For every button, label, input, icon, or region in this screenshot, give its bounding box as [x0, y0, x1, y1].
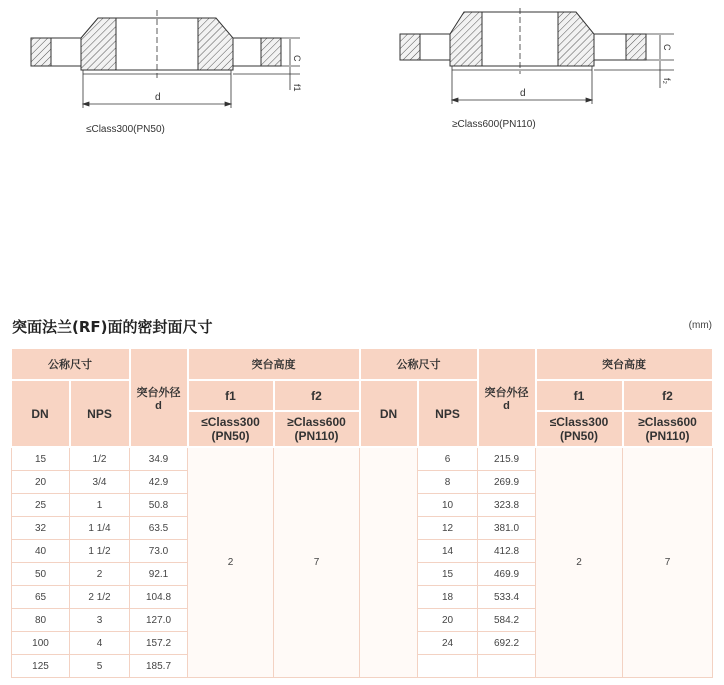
header-f1-class-label: ≤Class300	[549, 415, 609, 429]
diagram-caption-class300: ≤Class300(PN50)	[86, 124, 165, 135]
flange-section	[31, 10, 281, 78]
header-f1: f1	[188, 380, 274, 411]
header-f2-class	[623, 411, 713, 447]
header-dn: DN	[360, 380, 418, 447]
header-f2-class	[274, 411, 360, 447]
cell-nps: 8	[418, 471, 478, 494]
header-f1-class	[536, 411, 623, 447]
cell-dn: 40	[12, 540, 70, 563]
cell-d: 34.9	[130, 447, 188, 471]
cell-d: 185.7	[130, 655, 188, 678]
header-f1-class-label: ≤Class300	[201, 415, 260, 429]
unit-label: (mm)	[688, 320, 712, 331]
header-nps: NPS	[418, 380, 478, 447]
cell-d: 42.9	[130, 471, 188, 494]
header-raised-od-label: 突台外径	[484, 386, 529, 399]
cell-nps: 15	[418, 563, 478, 586]
header-f1: f1	[536, 380, 623, 411]
header-f2: f2	[274, 380, 360, 411]
cell-nps: 18	[418, 586, 478, 609]
cell-nps: 3/4	[70, 471, 130, 494]
header-raised-height: 突台高度	[188, 349, 360, 380]
cell-d	[478, 655, 536, 678]
header-f2-class-label: ≥Class600	[287, 415, 346, 429]
cell-nps: 6	[418, 447, 478, 471]
cell-nps: 10	[418, 494, 478, 517]
header-f2-pn-label: (PN110)	[294, 429, 339, 443]
cell-d: 127.0	[130, 609, 188, 632]
header-f2-class-label: ≥Class600	[638, 415, 697, 429]
cell-d: 157.2	[130, 632, 188, 655]
cell-d: 323.8	[478, 494, 536, 517]
dim-label-c: C	[292, 55, 302, 62]
cell-dn: 20	[12, 471, 70, 494]
cell-dn: 32	[12, 517, 70, 540]
dim-label-d: d	[520, 88, 526, 99]
cell-nps: 2 1/2	[70, 586, 130, 609]
flange-diagram-class300	[28, 8, 308, 138]
header-raised-height: 突台高度	[536, 349, 713, 380]
cell-nps: 3	[70, 609, 130, 632]
cell-nps: 2	[70, 563, 130, 586]
header-raised-od-symbol: d	[503, 399, 510, 412]
flange-diagram-class600	[398, 8, 688, 138]
dim-label-c: C	[662, 44, 672, 51]
cell-dn: 25	[12, 494, 70, 517]
cell-f1-value: 2	[188, 447, 274, 678]
cell-d: 469.9	[478, 563, 536, 586]
cell-dn: 50	[12, 563, 70, 586]
cell-d: 104.8	[130, 586, 188, 609]
cell-d: 269.9	[478, 471, 536, 494]
header-dn: DN	[12, 380, 70, 447]
cell-nps: 5	[70, 655, 130, 678]
cell-d: 215.9	[478, 447, 536, 471]
cell-dn: 65	[12, 586, 70, 609]
cell-nps: 1 1/4	[70, 517, 130, 540]
header-nps: NPS	[70, 380, 130, 447]
dim-label-f2: f₂	[662, 78, 672, 84]
cell-dn-right-empty	[360, 447, 418, 678]
header-f1-pn-label: (PN50)	[559, 429, 598, 443]
header-raised-od	[478, 349, 536, 447]
cell-nps	[418, 655, 478, 678]
dim-label-d: d	[155, 92, 161, 103]
cell-nps: 4	[70, 632, 130, 655]
cell-nps: 1/2	[70, 447, 130, 471]
header-raised-od	[130, 349, 188, 447]
cell-f2-value: 7	[274, 447, 360, 678]
cell-nps: 24	[418, 632, 478, 655]
cell-d: 584.2	[478, 609, 536, 632]
cell-d: 533.4	[478, 586, 536, 609]
cell-d: 412.8	[478, 540, 536, 563]
header-nominal-size: 公称尺寸	[360, 349, 478, 380]
cell-nps: 1 1/2	[70, 540, 130, 563]
header-f2: f2	[623, 380, 713, 411]
table-row	[12, 447, 713, 471]
cell-nps: 14	[418, 540, 478, 563]
section-title: 突面法兰(RF)面的密封面尺寸	[12, 318, 213, 336]
cell-d: 381.0	[478, 517, 536, 540]
cell-nps: 12	[418, 517, 478, 540]
cell-nps: 1	[70, 494, 130, 517]
header-raised-od-label: 突台外径	[136, 386, 181, 399]
header-f2-pn-label: (PN110)	[645, 429, 690, 443]
cell-d: 692.2	[478, 632, 536, 655]
header-f1-pn-label: (PN50)	[211, 429, 250, 443]
cell-d: 73.0	[130, 540, 188, 563]
cell-nps: 20	[418, 609, 478, 632]
diagram-caption-class600: ≥Class600(PN110)	[452, 119, 536, 130]
cell-dn: 125	[12, 655, 70, 678]
raised-face-dimension-table	[11, 349, 714, 678]
flange-section	[400, 8, 646, 74]
cell-f1-value: 2	[536, 447, 623, 678]
cell-dn: 100	[12, 632, 70, 655]
header-nominal-size: 公称尺寸	[12, 349, 130, 380]
header-raised-od-symbol: d	[155, 399, 162, 412]
cell-d: 63.5	[130, 517, 188, 540]
cell-dn: 80	[12, 609, 70, 632]
dim-label-f1: f1	[292, 84, 302, 92]
header-f1-class	[188, 411, 274, 447]
cell-d: 50.8	[130, 494, 188, 517]
cell-d: 92.1	[130, 563, 188, 586]
cell-f2-value: 7	[623, 447, 713, 678]
cell-dn: 15	[12, 447, 70, 471]
